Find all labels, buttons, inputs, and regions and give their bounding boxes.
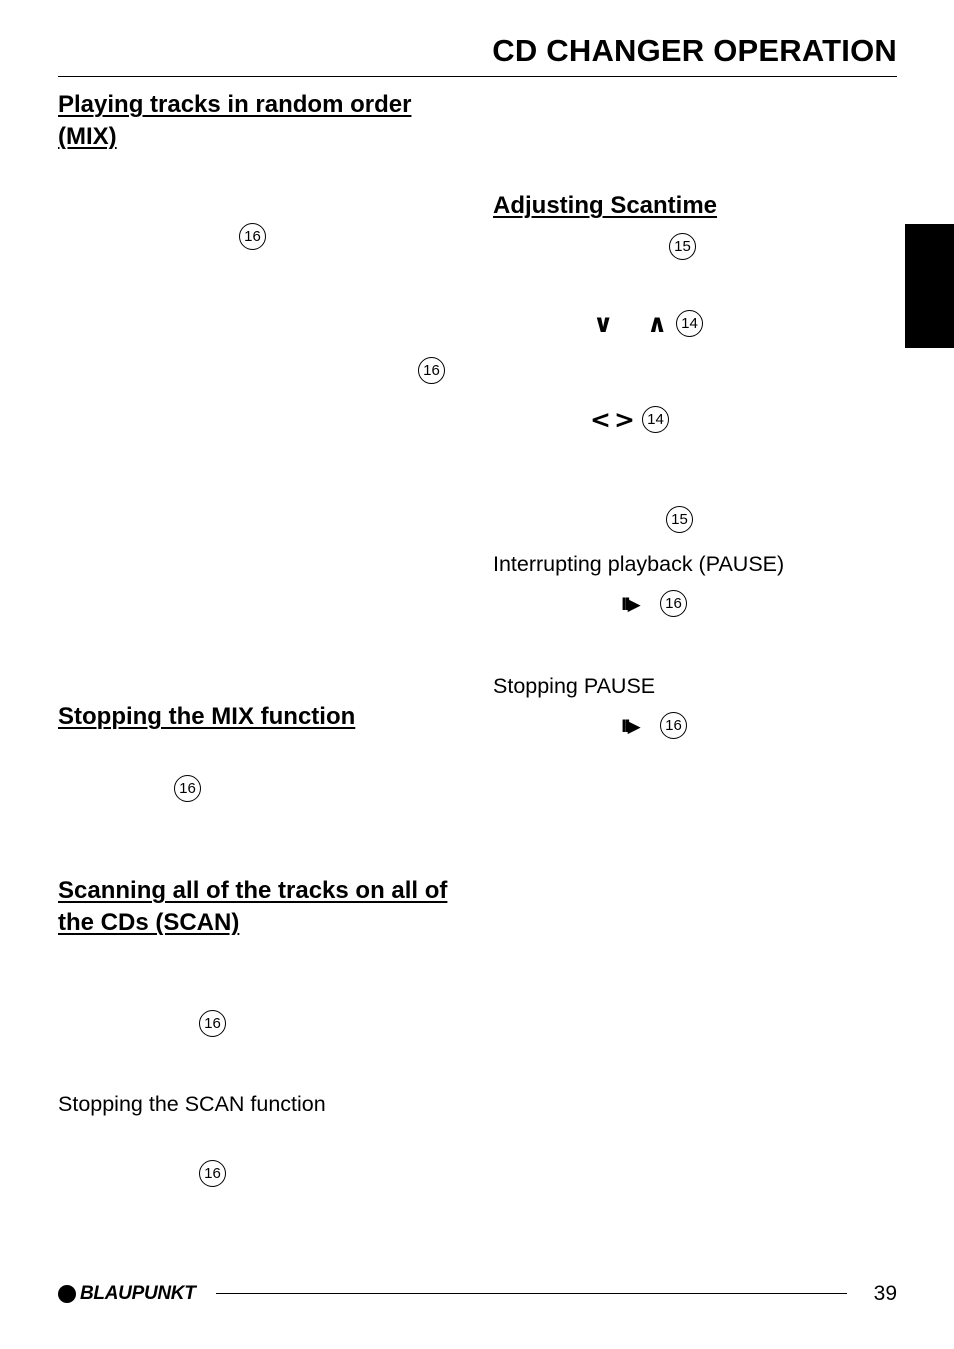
- pause-play-icon: II▶: [621, 595, 638, 615]
- brand-dot-icon: [58, 1285, 76, 1303]
- chevron-right-icon: >: [614, 405, 635, 434]
- stop-mix-button-ref: 16: [174, 775, 201, 802]
- scan-heading: Scanning all of the tracks on all of the CDs (SCAN): [58, 877, 448, 936]
- scan-button-ref: 16: [199, 1010, 226, 1037]
- section-tab-marker: [905, 224, 954, 348]
- mix-button-ref: 16: [239, 223, 266, 250]
- chevron-down-icon: ∨: [593, 309, 614, 338]
- scantime-heading: Adjusting Scantime: [493, 192, 718, 219]
- footer-divider: [216, 1293, 847, 1294]
- page-title: CD CHANGER OPERATION: [492, 33, 897, 68]
- mix-heading: Playing tracks in random order (MIX): [58, 91, 412, 150]
- stop-mix-heading: Stopping the MIX function: [58, 703, 356, 730]
- chevron-up-icon: ∧: [647, 309, 668, 338]
- stop-scan-heading: Stopping the SCAN function: [58, 1092, 326, 1116]
- scantime-confirm-ref: 15: [666, 506, 693, 533]
- scantime-button-ref: 15: [669, 233, 696, 260]
- page-number: 39: [873, 1282, 897, 1305]
- pause-heading: Interrupting playback (PAUSE): [493, 552, 785, 576]
- pause-play-icon: II▶: [621, 717, 638, 737]
- title-divider: [58, 76, 897, 77]
- stop-pause-button-ref: 16: [660, 712, 687, 739]
- pause-button-ref: 16: [660, 590, 687, 617]
- stop-scan-button-ref: 16: [199, 1160, 226, 1187]
- leftright-button-ref: 14: [642, 406, 669, 433]
- updown-button-ref: 14: [676, 310, 703, 337]
- brand-logo: [58, 1283, 196, 1305]
- brand-name: BLAUPUNKT: [80, 1283, 196, 1304]
- chevron-left-icon: <: [590, 405, 611, 434]
- stop-pause-heading: Stopping PAUSE: [493, 674, 656, 698]
- mix-button-ref-2: 16: [418, 357, 445, 384]
